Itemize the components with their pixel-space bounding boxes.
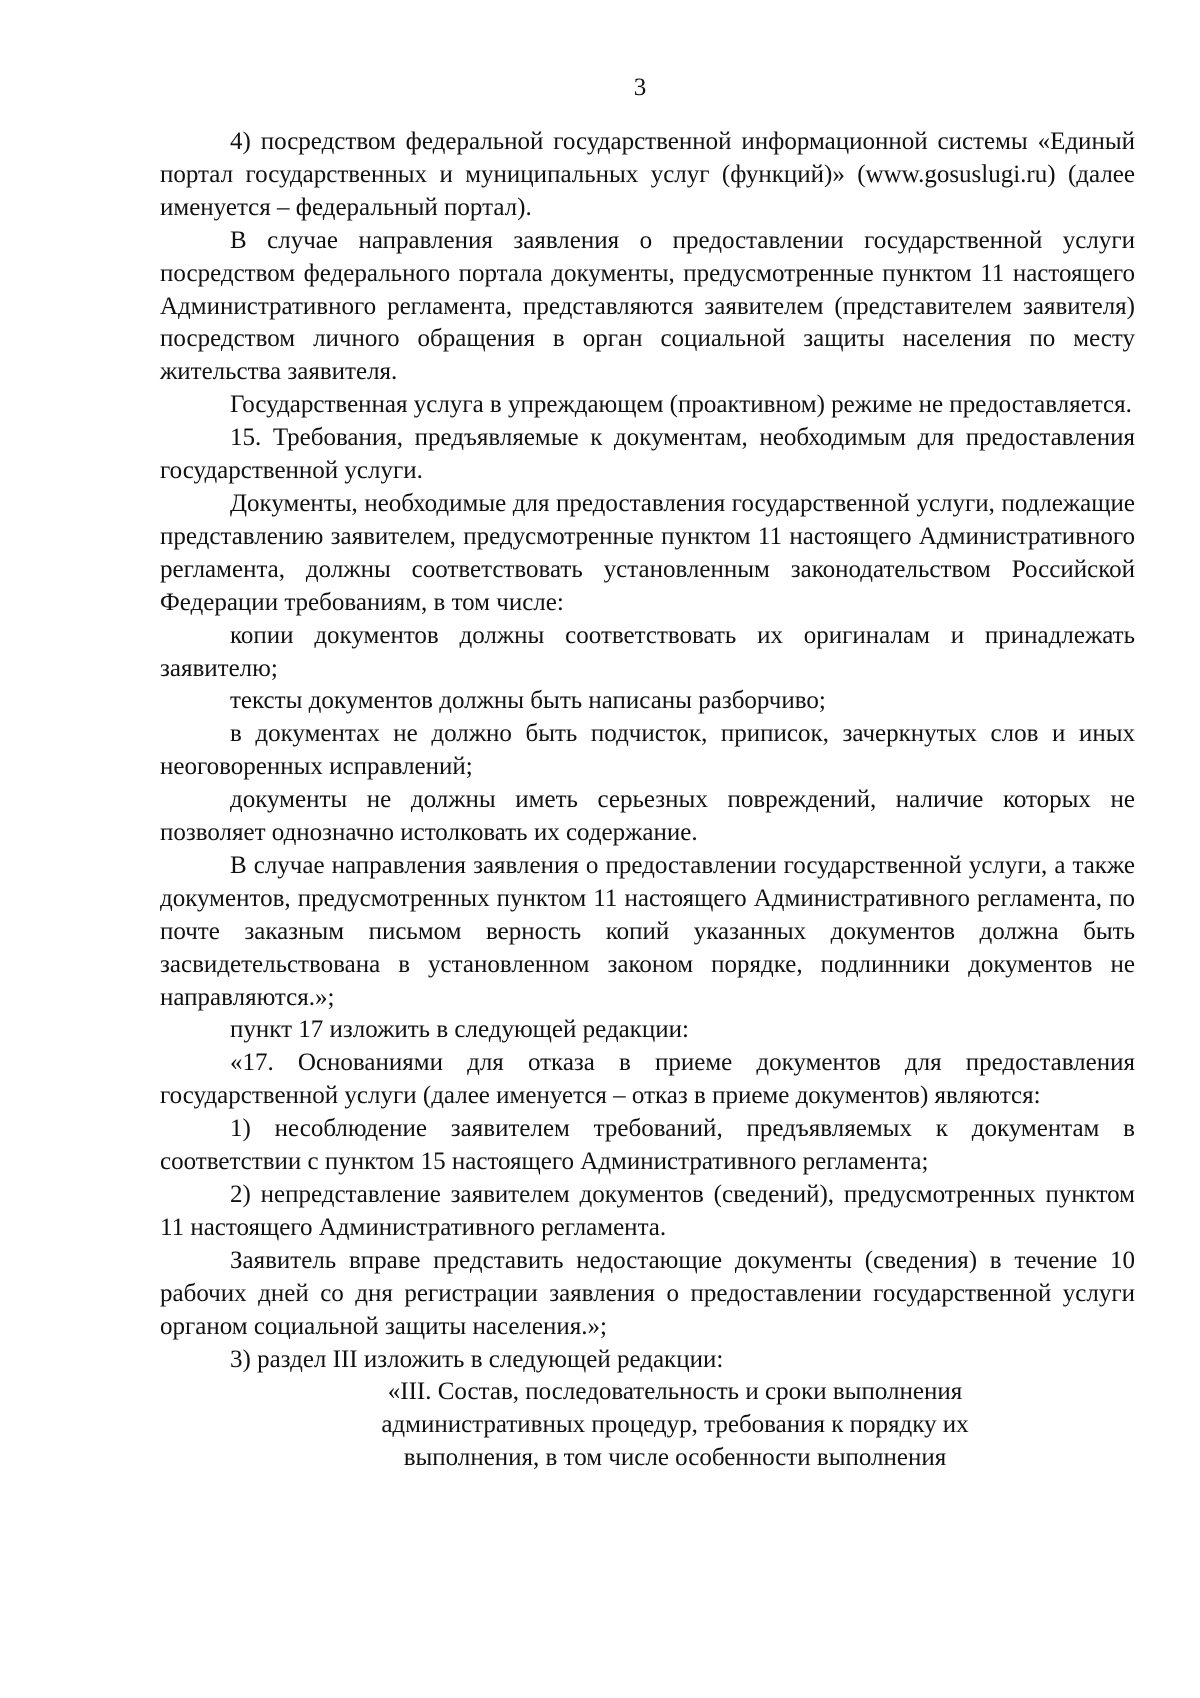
- paragraph: копии документов должны соответствовать их оригиналам и принадлежать заявителю;: [160, 621, 1135, 682]
- paragraph: пункт 17 изложить в следующей редакции:: [230, 1016, 689, 1044]
- paragraph: «17. Основаниями для отказа в приеме документов для предоставления государственной услуги (далее именуется – отказ в приеме документов) являются:: [160, 1049, 1135, 1110]
- section-heading-line: «III. Состав, последовательность и сроки выполнения: [387, 1378, 963, 1406]
- paragraph: В случае направления заявления о предоставлении государственной услуги посредством федерального портала документы, предусмотренные пунктом 11 настоящего Административного регламента, представляются заявителем (представителем заявителя) посредством личного обращения в орган социальной защиты населения по месту жительства заявителя.: [160, 226, 1135, 386]
- paragraph: 3) раздел III изложить в следующей редакции:: [230, 1345, 724, 1373]
- paragraph: в документах не должно быть подчисток, приписок, зачеркнутых слов и иных неоговоренных исправлений;: [160, 720, 1135, 781]
- paragraph: 15. Требования, предъявляемые к документам, необходимым для предоставления государственной услуги.: [160, 424, 1135, 485]
- paragraph: Заявитель вправе представить недостающие документы (сведения) в течение 10 рабочих дней со дня регистрации заявления о предоставлении государственной услуги органом социальной защиты населения.»;: [160, 1246, 1135, 1340]
- paragraph: 2) непредставление заявителем документов (сведений), предусмотренных пунктом 11 настоящего Административного регламента.: [160, 1181, 1135, 1241]
- paragraph: Документы, необходимые для предоставления государственной услуги, подлежащие представлению заявителем, предусмотренные пунктом 11 настоящего Административного регламента, должны соответствовать установленным законодательством Российской Федерации требованиям, в том числе:: [160, 489, 1135, 616]
- page-number: 3: [633, 74, 647, 101]
- paragraph: 4) посредством федеральной государственной информационной системы «Единый портал государственных и муниципальных услуг (функций)» (www.gosuslugi.ru) (далее именуется – федеральный портал).: [160, 128, 1135, 221]
- section-heading-line: административных процедур, требования к порядку их: [381, 1411, 969, 1439]
- paragraph: документы не должны иметь серьезных повреждений, наличие которых не позволяет однозначно истолковать их содержание.: [160, 786, 1135, 847]
- paragraph: 1) несоблюдение заявителем требований, предъявляемых к документам в соответствии с пунктом 15 настоящего Административного регламента;: [160, 1115, 1135, 1176]
- section-heading-line: выполнения, в том числе особенности выполнения: [403, 1444, 947, 1472]
- section-heading: [160, 1376, 1135, 1475]
- paragraph: В случае направления заявления о предоставлении государственной услуги, а также документов, предусмотренных пунктом 11 настоящего Административного регламента, по почте заказным письмом верность копий указанных документов должна быть засвидетельствована в установленном законом порядке, подлинники документов не направляются.»;: [160, 851, 1135, 1011]
- paragraph: Государственная услуга в упреждающем (проактивном) режиме не предоставляется.: [230, 391, 1132, 419]
- document-body: [160, 126, 1135, 1475]
- paragraph: тексты документов должны быть написаны разборчиво;: [230, 687, 826, 715]
